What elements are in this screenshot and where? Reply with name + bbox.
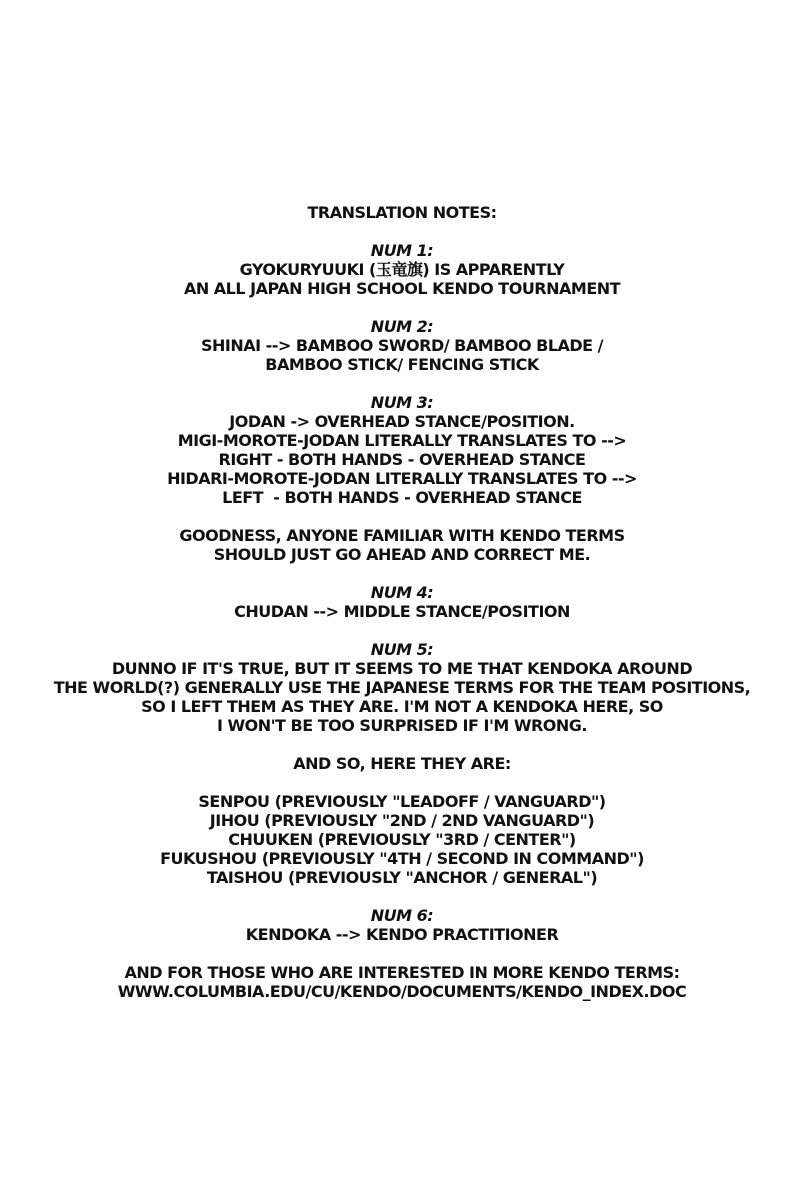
team-position-item: TAISHOU (PREVIOUSLY "ANCHOR / GENERAL") [206,868,598,887]
team-position-item: SENPOU (PREVIOUSLY "LEADOFF / VANGUARD") [198,792,606,811]
footer-line: AND FOR THOSE WHO ARE INTERESTED IN MORE KENDO TERMS: [124,963,680,982]
note-heading: NUM 1: [370,241,434,260]
note-section-4 [0,583,804,621]
note-line: SHINAI --> BAMBOO SWORD/ BAMBOO BLADE / [200,336,604,355]
note-line: DUNNO IF IT'S TRUE, BUT IT SEEMS TO ME THAT KENDOKA AROUND [111,659,693,678]
note-section-5 [0,640,804,887]
note-line: LEFT - BOTH HANDS - OVERHEAD STANCE [222,488,582,507]
note-comment-line: AND SO, HERE THEY ARE: [293,754,511,773]
team-position-item: JIHOU (PREVIOUSLY "2ND / 2ND VANGUARD") [209,811,595,830]
note-heading: NUM 2: [370,317,434,336]
notes-title: TRANSLATION NOTES: [307,203,497,222]
translation-notes-page [0,203,804,1001]
note-line: CHUDAN --> MIDDLE STANCE/POSITION [234,602,570,621]
note-section-3 [0,393,804,564]
note-heading: NUM 3: [370,393,434,412]
note-line: HIDARI-MOROTE-JODAN LITERALLY TRANSLATES TO --> [167,469,637,488]
note-section-2 [0,317,804,374]
note-line: JODAN -> OVERHEAD STANCE/POSITION. [229,412,575,431]
note-comment-line: SHOULD JUST GO AHEAD AND CORRECT ME. [213,545,591,564]
note-comment-line: GOODNESS, ANYONE FAMILIAR WITH KENDO TERMS [179,526,625,545]
note-heading: NUM 6: [370,906,434,925]
note-line: KENDOKA --> KENDO PRACTITIONER [245,925,559,944]
note-line: BAMBOO STICK/ FENCING STICK [265,355,539,374]
note-line: THE WORLD(?) GENERALLY USE THE JAPANESE TERMS FOR THE TEAM POSITIONS, [53,678,751,697]
note-line: MIGI-MOROTE-JODAN LITERALLY TRANSLATES TO --> [177,431,627,450]
note-line: I WON'T BE TOO SURPRISED IF I'M WRONG. [216,716,588,735]
team-position-item: FUKUSHOU (PREVIOUSLY "4TH / SECOND IN COMMAND") [160,849,644,868]
reference-url: WWW.COLUMBIA.EDU/CU/KENDO/DOCUMENTS/KENDO_INDEX.DOC [117,982,687,1001]
note-line: AN ALL JAPAN HIGH SCHOOL KENDO TOURNAMENT [183,279,621,298]
note-line: SO I LEFT THEM AS THEY ARE. I'M NOT A KENDOKA HERE, SO [141,697,663,716]
note-heading: NUM 5: [370,640,434,659]
note-section-1 [0,241,804,298]
note-heading: NUM 4: [370,583,434,602]
team-positions-list [0,792,804,887]
notes-footer [0,963,804,1001]
note-line: GYOKURYUUKI (玉竜旗) IS APPARENTLY [239,260,565,279]
note-line: RIGHT - BOTH HANDS - OVERHEAD STANCE [218,450,586,469]
note-section-6 [0,906,804,944]
team-position-item: CHUUKEN (PREVIOUSLY "3RD / CENTER") [228,830,576,849]
